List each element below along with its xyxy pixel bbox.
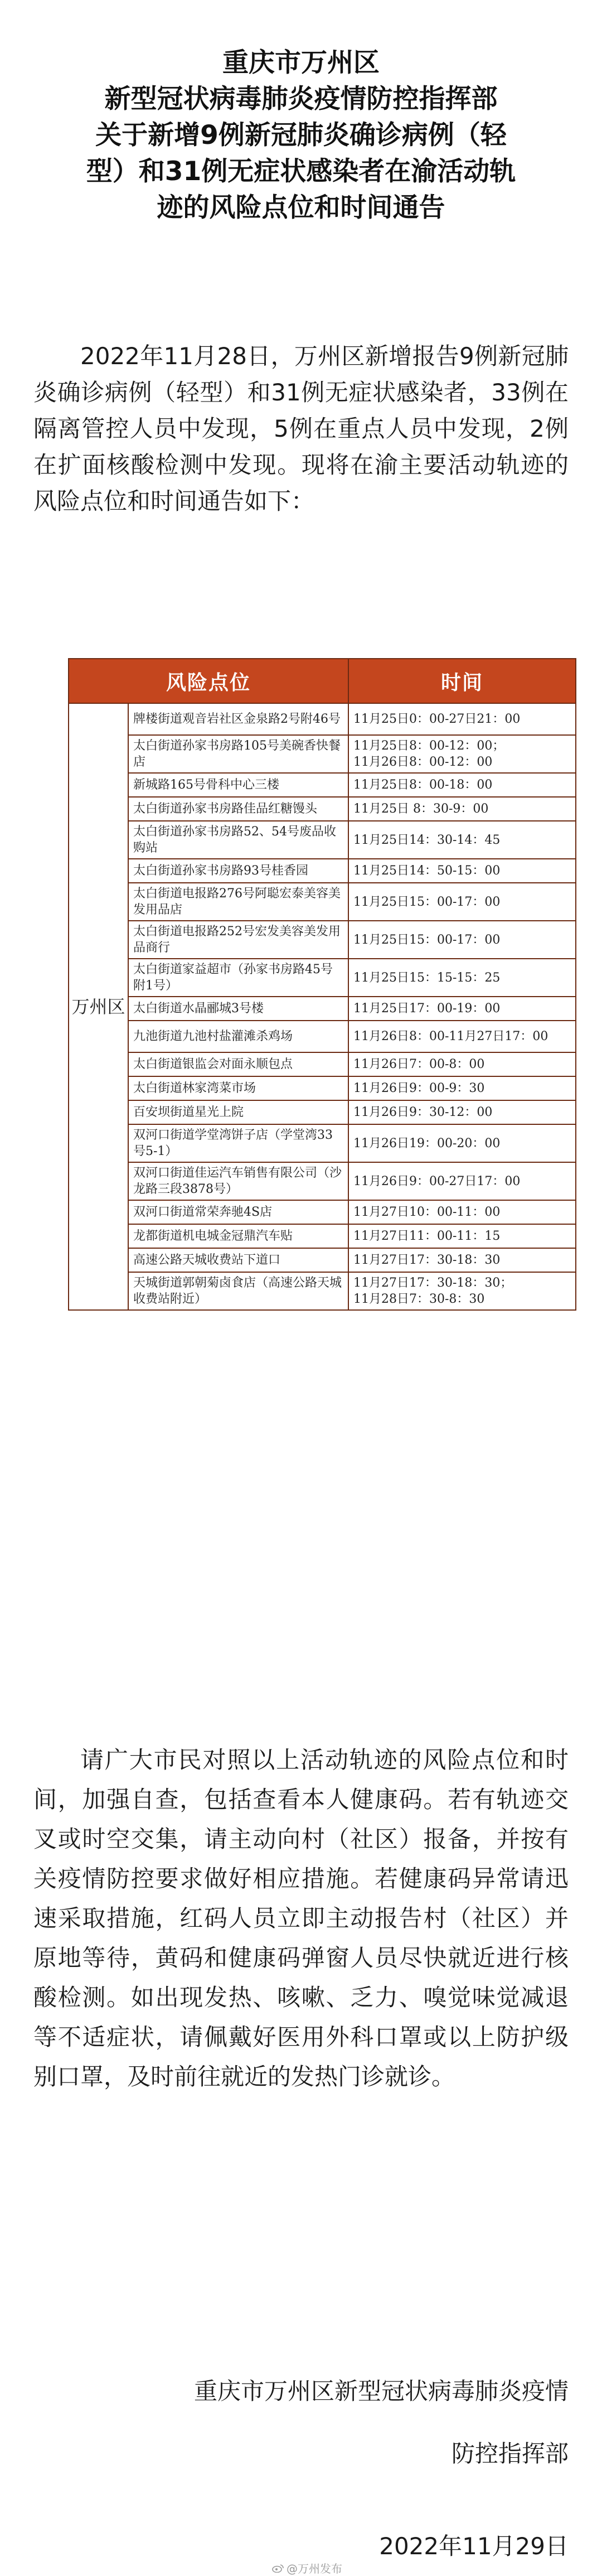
table-row <box>69 1052 576 1076</box>
place-cell: 百安坝街道星光上院 <box>128 1100 348 1124</box>
time-cell: 11月26日19：00-20：00 <box>348 1124 576 1162</box>
place-cell: 高速公路天城收费站下道口 <box>128 1248 348 1272</box>
time-cell: 11月25日17：00-19：00 <box>348 997 576 1021</box>
time-cell: 11月27日17：30-18：30； 11月28日7：30-8：30 <box>348 1272 576 1310</box>
time-cell: 11月25日15：00-17：00 <box>348 883 576 921</box>
table-row <box>69 1200 576 1224</box>
notice-title <box>33 45 569 226</box>
header-risk-location: 风险点位 <box>69 659 348 703</box>
time-cell: 11月25日 8：30-9：00 <box>348 797 576 821</box>
title-line: 关于新增9例新冠肺炎确诊病例（轻 <box>95 120 507 151</box>
time-cell: 11月25日15：00-17：00 <box>348 921 576 959</box>
table-row <box>69 1076 576 1100</box>
place-cell: 太白街道电报路276号阿聪宏泰美容美发用品店 <box>128 883 348 921</box>
time-cell: 11月25日15：15-15：25 <box>348 959 576 997</box>
title-line: 重庆市万州区 <box>222 47 380 78</box>
place-cell: 太白街道孙家书房路52、54号废品收购站 <box>128 821 348 859</box>
time-cell: 11月25日0：00-27日21：00 <box>348 703 576 735</box>
signature-date: 2022年11月29日 <box>379 2532 569 2560</box>
table-row <box>69 797 576 821</box>
table-header-row <box>69 659 576 703</box>
table-row <box>69 1021 576 1052</box>
table-row <box>69 997 576 1021</box>
table-row <box>69 1162 576 1200</box>
place-cell: 天城街道郭朝菊卤食店（高速公路天城收费站附近） <box>128 1272 348 1310</box>
title-line: 新型冠状病毒肺炎疫情防控指挥部 <box>104 84 498 114</box>
time-cell: 11月26日9：00-27日17：00 <box>348 1162 576 1200</box>
time-cell: 11月27日11：00-11：15 <box>348 1224 576 1248</box>
place-cell: 太白街道家益超市（孙家书房路45号附1号） <box>128 959 348 997</box>
watermark-text: @万州发布 <box>287 2562 342 2575</box>
table-row <box>69 1224 576 1248</box>
watermark <box>272 2560 342 2576</box>
table-row <box>69 1272 576 1310</box>
table-row <box>69 1100 576 1124</box>
title-line: 型）和31例无症状感染者在渝活动轨 <box>86 156 516 187</box>
place-cell: 双河口街道常荣奔驰4S店 <box>128 1200 348 1224</box>
signature-line: 重庆市万州区新型冠状病毒肺炎疫情 <box>193 2377 569 2405</box>
table-row <box>69 883 576 921</box>
table-row <box>69 959 576 997</box>
time-cell: 11月27日17：30-18：30 <box>348 1248 576 1272</box>
table-row <box>69 1248 576 1272</box>
place-cell: 龙都街道机电城金冠鼎汽车贴 <box>128 1224 348 1248</box>
time-cell: 11月25日8：00-12：00； 11月26日8：00-12：00 <box>348 735 576 773</box>
place-cell: 太白街道银监会对面永顺包点 <box>128 1052 348 1076</box>
district-cell: 万州区 <box>69 703 128 1310</box>
time-cell: 11月26日9：00-9：30 <box>348 1076 576 1100</box>
table-row <box>69 821 576 859</box>
table-row <box>69 859 576 883</box>
place-cell: 太白街道电报路252号宏发美容美发用品商行 <box>128 921 348 959</box>
place-cell: 牌楼街道观音岩社区金泉路2号附46号 <box>128 703 348 735</box>
time-cell: 11月26日8：00-11月27日17：00 <box>348 1021 576 1052</box>
place-cell: 太白街道林家湾菜市场 <box>128 1076 348 1100</box>
intro-paragraph: 2022年11月28日，万州区新增报告9例新冠肺炎确诊病例（轻型）和31例无症状感染者，33例在隔离管控人员中发现，5例在重点人员中发现，2例在扩面核酸检测中发现。现将在渝主要活动轨迹的风险点位和时间通告如下： <box>33 342 569 515</box>
time-cell: 11月27日10：00-11：00 <box>348 1200 576 1224</box>
table-row <box>69 773 576 797</box>
risk-location-table <box>68 658 576 1311</box>
table-row <box>69 921 576 959</box>
table-row <box>69 735 576 773</box>
signature-line: 防控指挥部 <box>451 2440 569 2467</box>
closing-paragraph: 请广大市民对照以上活动轨迹的风险点位和时间，加强自查，包括查看本人健康码。若有轨迹交叉或时空交集，请主动向村（社区）报备，并按有关疫情防控要求做好相应措施。若健康码异常请迅速采取措施，红码人员立即主动报告村（社区）并原地等待，黄码和健康码弹窗人员尽快就近进行核酸检测。如出现发热、咳嗽、乏力、嗅觉味觉减退等不适症状，请佩戴好医用外科口罩或以上防护级别口罩，及时前往就近的发热门诊就诊。 <box>33 1746 569 2090</box>
weibo-icon <box>272 2564 284 2573</box>
place-cell: 太白街道孙家书房路93号桂香园 <box>128 859 348 883</box>
time-cell: 11月26日7：00-8：00 <box>348 1052 576 1076</box>
table-row <box>69 703 576 735</box>
time-cell: 11月26日9：30-12：00 <box>348 1100 576 1124</box>
place-cell: 新城路165号骨科中心三楼 <box>128 773 348 797</box>
time-cell: 11月25日8：00-18：00 <box>348 773 576 797</box>
time-cell: 11月25日14：30-14：45 <box>348 821 576 859</box>
place-cell: 双河口街道学堂湾饼子店（学堂湾33号5-1） <box>128 1124 348 1162</box>
title-line: 迹的风险点位和时间通告 <box>157 192 445 223</box>
place-cell: 太白街道孙家书房路105号美碗香快餐店 <box>128 735 348 773</box>
table-row <box>69 1124 576 1162</box>
place-cell: 太白街道孙家书房路佳品红糖馒头 <box>128 797 348 821</box>
time-cell: 11月25日14：50-15：00 <box>348 859 576 883</box>
place-cell: 双河口街道佳运汽车销售有限公司（沙龙路三段3878号） <box>128 1162 348 1200</box>
header-time: 时间 <box>348 659 576 703</box>
place-cell: 太白街道水晶郦城3号楼 <box>128 997 348 1021</box>
place-cell: 九池街道九池村盐灌滩杀鸡场 <box>128 1021 348 1052</box>
